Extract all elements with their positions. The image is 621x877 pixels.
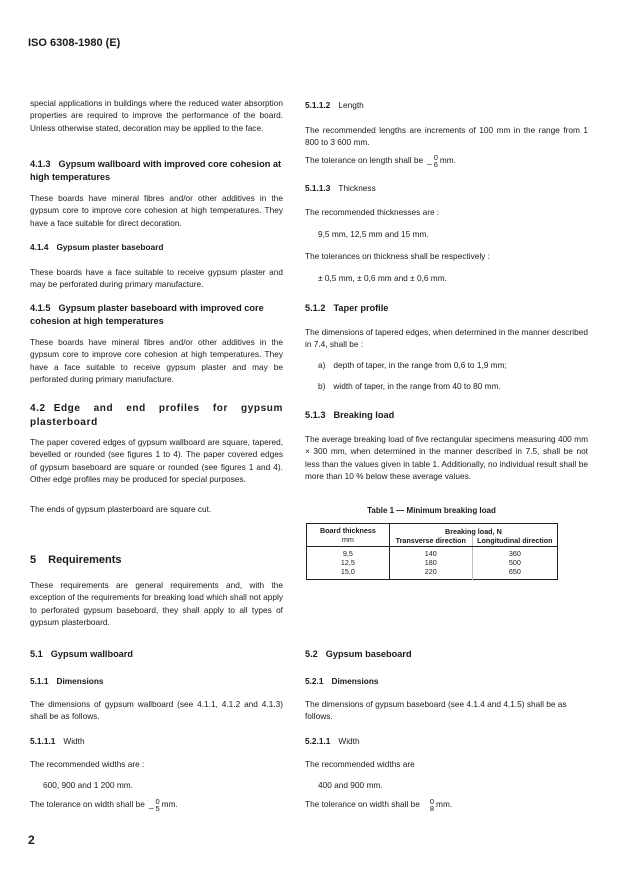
tolerance-upper: 0 bbox=[433, 153, 438, 162]
heading-5-1-1 bbox=[30, 675, 283, 687]
section-title: Dimensions bbox=[56, 676, 104, 686]
cell: 500 bbox=[508, 558, 521, 567]
heading-5-2-1 bbox=[305, 675, 588, 687]
paragraph-4-1-5: These boards have mineral fibres and/or other additives in the gypsum core to improve core cohesion at high temperatures. They have a face suitable to receive gypsum plaster and may be perforated during primary manufacture. bbox=[30, 337, 283, 384]
section-title: Width bbox=[63, 736, 85, 746]
heading-5-1-1-1 bbox=[30, 735, 283, 747]
heading-5-2 bbox=[305, 648, 588, 661]
section-number: 5.1.1.2 bbox=[305, 100, 331, 110]
paragraph-4-2-a: The paper covered edges of gypsum wallboard are square, tapered, bevelled or rounded (see figures 1 to 4). The paper covered edges of gypsum baseboard are square or rounded (see figures 1 and 4). Other edge profiles may be produced for special purposes. bbox=[30, 437, 283, 484]
section-title: Breaking load bbox=[333, 410, 395, 420]
section-title: Length bbox=[338, 100, 364, 110]
paragraph-4-2-b: The ends of gypsum plasterboard are square cut. bbox=[30, 504, 212, 514]
heading-5-1-3 bbox=[305, 409, 588, 422]
section-title: Thickness bbox=[338, 183, 376, 193]
section-title: Gypsum wallboard bbox=[50, 649, 133, 659]
document-header: ISO 6308-1980 (E) bbox=[28, 37, 121, 49]
section-number: 5.1 bbox=[30, 649, 43, 659]
cell: 140 bbox=[389, 547, 472, 559]
cell: 9,5 bbox=[307, 547, 390, 559]
heading-5-1-1-3 bbox=[305, 182, 588, 194]
section-number: 5 bbox=[30, 554, 37, 566]
width-tolerance bbox=[30, 798, 283, 812]
baseboard-width-values: 400 and 900 mm. bbox=[318, 780, 383, 790]
paragraph-5-1-1: The dimensions of gypsum wallboard (see 4.1.1, 4.1.2 and 4.1.3) shall be as follows. bbox=[30, 699, 283, 722]
heading-4-1-5 bbox=[30, 302, 283, 328]
paragraph-4-1-3: These boards have mineral fibres and/or other additives in the gypsum core to improve core cohesion at high temperatures. They have a face suitable for direct decoration. bbox=[30, 193, 283, 228]
section-title: Dimensions bbox=[331, 676, 379, 686]
cell: 12,5 bbox=[307, 558, 390, 567]
section-number: 4.1.5 bbox=[30, 303, 51, 313]
minus-sign: _ bbox=[427, 155, 432, 166]
section-title: Gypsum plaster baseboard bbox=[56, 242, 164, 252]
tolerance-lower: 5 bbox=[155, 804, 160, 813]
section-number: 4.2 bbox=[30, 403, 46, 414]
paragraph-4-1-4: These boards have a face suitable to receive gypsum plaster and may be perforated during primary manufacture. bbox=[30, 267, 283, 290]
section-number: 5.1.1.3 bbox=[305, 183, 331, 193]
thickness-values: 9,5 mm, 12,5 mm and 15 mm. bbox=[318, 229, 429, 239]
tolerance-lower: 8 bbox=[429, 804, 435, 813]
tolerance-unit: mm. bbox=[439, 155, 457, 166]
section-title: Edge and end profiles for gypsum plasterboard bbox=[30, 403, 283, 428]
paragraph-5-1-1-2: The recommended lengths are increments of 100 mm in the range from 1 800 to 3 600 mm. bbox=[305, 125, 588, 148]
thickness-tolerance-values: ± 0,5 mm, ± 0,6 mm and ± 0,6 mm. bbox=[318, 273, 447, 283]
heading-5-1-2 bbox=[305, 302, 588, 315]
heading-4-1-4 bbox=[30, 241, 283, 253]
section-number: 5.2.1 bbox=[305, 676, 324, 686]
section-title: Requirements bbox=[48, 554, 122, 566]
section-title: Gypsum wallboard with improved core cohesion at high temperatures bbox=[30, 159, 282, 182]
heading-5 bbox=[30, 553, 283, 568]
tolerance-fraction bbox=[430, 798, 434, 812]
tolerance-upper: 0 bbox=[155, 797, 160, 806]
heading-4-2 bbox=[30, 402, 283, 430]
intro-paragraph: special applications in buildings where the reduced water absorption properties are required to improve the performance of the board. Unless otherwise stated, decoration may be applied to the face. bbox=[30, 98, 283, 133]
thickness-tolerance-text: The tolerances on thickness shall be respectively : bbox=[305, 251, 490, 261]
section-number: 5.1.3 bbox=[305, 410, 326, 420]
breaking-load-table bbox=[306, 523, 558, 580]
cell: 650 bbox=[508, 567, 521, 576]
tolerance-unit: mm. bbox=[436, 799, 453, 810]
heading-5-2-1-1 bbox=[305, 735, 588, 747]
paragraph-5-1-2: The dimensions of tapered edges, when determined in the manner described in 7.4, shall be : bbox=[305, 327, 588, 350]
header-transverse: Transverse direction bbox=[389, 536, 472, 547]
list-label: b) bbox=[318, 381, 326, 391]
table-row bbox=[307, 558, 558, 567]
paragraph-5-1-1-1: The recommended widths are : bbox=[30, 759, 145, 769]
section-number: 5.2 bbox=[305, 649, 318, 659]
table-title: Table 1 — Minimum breaking load bbox=[367, 506, 496, 515]
width-values: 600, 900 and 1 200 mm. bbox=[43, 780, 133, 790]
header-breaking-load: Breaking load, N bbox=[445, 527, 502, 536]
table-row bbox=[307, 547, 558, 559]
minus-sign: _ bbox=[148, 799, 154, 810]
header-board-thickness bbox=[307, 524, 390, 547]
list-label: a) bbox=[318, 360, 326, 370]
table-row bbox=[307, 567, 558, 580]
list-item-b bbox=[305, 380, 601, 392]
baseboard-width-tolerance bbox=[305, 798, 588, 812]
tolerance-text: The tolerance on length shall be bbox=[305, 155, 424, 166]
heading-4-1-3 bbox=[30, 158, 283, 184]
paragraph-5-1-3: The average breaking load of five rectangular specimens measuring 400 mm × 300 mm, when determined in the manner described in 7.5, shall be not less than the values given in table 1. Additionally, no individual result shall be more than 10 % below these average values. bbox=[305, 434, 588, 481]
heading-5-1-1-2 bbox=[305, 99, 588, 111]
section-title: Width bbox=[338, 736, 360, 746]
section-number: 5.1.2 bbox=[305, 303, 326, 313]
cell: 15,0 bbox=[307, 567, 390, 580]
paragraph-5-2-1: The dimensions of gypsum baseboard (see 4.1.4 and 4.1.5) shall be as follows. bbox=[305, 699, 567, 722]
tolerance-lower: 6 bbox=[433, 160, 438, 169]
section-number: 5.1.1 bbox=[30, 676, 49, 686]
tolerance-upper: 0 bbox=[429, 797, 435, 806]
section-number: 5.2.1.1 bbox=[305, 736, 331, 746]
cell: 360 bbox=[508, 549, 521, 558]
section-number: 4.1.3 bbox=[30, 159, 51, 169]
tolerance-fraction bbox=[155, 798, 159, 812]
cell: 220 bbox=[389, 567, 472, 580]
header-label: Board thickness bbox=[319, 526, 376, 535]
section-number: 4.1.4 bbox=[30, 242, 49, 252]
paragraph-5-2-1-1: The recommended widths are bbox=[305, 759, 415, 769]
list-text: width of taper, in the range from 40 to 80 mm. bbox=[333, 381, 501, 391]
tolerance-text: The tolerance on width shall be bbox=[305, 799, 420, 810]
tolerance-unit: mm. bbox=[161, 799, 178, 810]
list-item-a bbox=[305, 359, 601, 371]
list-text: depth of taper, in the range from 0,6 to 1,9 mm; bbox=[333, 360, 507, 370]
paragraph-5-1-1-3: The recommended thicknesses are : bbox=[305, 207, 440, 217]
header-longitudinal: Longitudinal direction bbox=[472, 536, 557, 547]
tolerance-text: The tolerance on width shall be bbox=[30, 799, 145, 810]
section-number: 5.1.1.1 bbox=[30, 736, 56, 746]
heading-5-1 bbox=[30, 648, 283, 661]
cell: 180 bbox=[389, 558, 472, 567]
header-unit: mm bbox=[341, 535, 354, 544]
section-title: Gypsum baseboard bbox=[325, 649, 412, 659]
paragraph-5: These requirements are general requirements and, with the exception of the requirements for breaking load which shall not apply to perforated gypsum baseboard, they shall apply to all types of gypsum plasterboard. bbox=[30, 580, 283, 627]
length-tolerance bbox=[305, 154, 588, 168]
page-number: 2 bbox=[28, 833, 35, 847]
section-title: Taper profile bbox=[333, 303, 389, 313]
section-title: Gypsum plaster baseboard with improved core cohesion at high temperatures bbox=[30, 303, 264, 326]
tolerance-fraction bbox=[434, 154, 438, 168]
